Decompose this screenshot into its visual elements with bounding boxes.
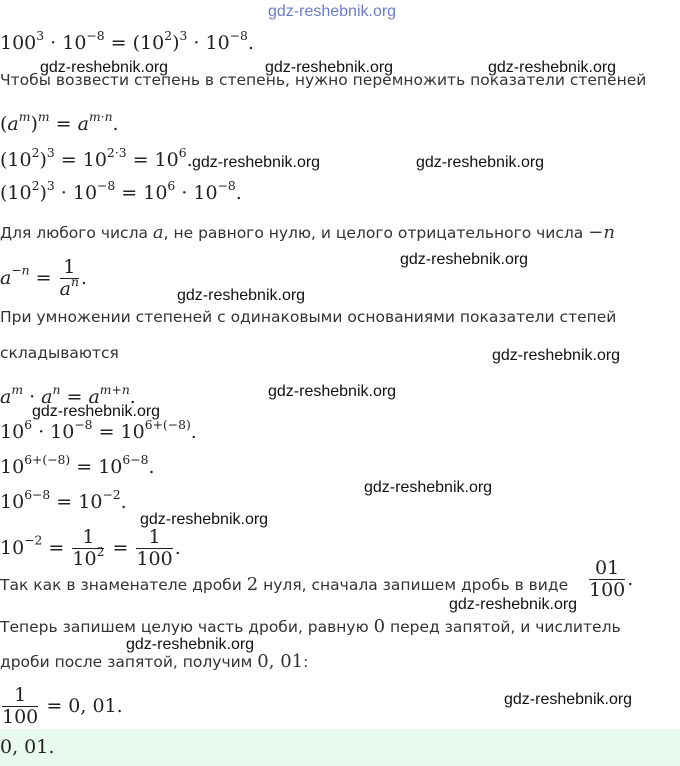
watermark: gdz-reshebnik.org (192, 154, 321, 171)
watermark: gdz-reshebnik.org (265, 59, 394, 76)
fraction-denominator: 100 (2, 705, 39, 728)
fraction-denominator: 100 (136, 547, 173, 570)
equation-add-exponents: $10^6 \cdot 10^{-8} = 10^{6+(-8)}$. (0, 417, 197, 443)
equation-substitution: $(10^2)^3 \cdot 10^{-8} = 10^6 \cdot 10^{-8}$. (0, 178, 242, 204)
watermark: gdz-reshebnik.org (126, 636, 255, 653)
fraction-numerator: 1 (63, 256, 76, 278)
rule-text-power-of-power: Чтобы возвести степень в степень, нужно перемножить показатели степеней (0, 71, 647, 89)
rule-text-negative-exponent: Для любого числа a, не равного нулю, и целого отрицательного числа −n (0, 222, 615, 243)
equation-to-fraction: $10^{-2}$ = $\frac{1}{10^2}$ = $\frac{1}{100}$ . (0, 526, 181, 570)
watermark: gdz-reshebnik.org (268, 3, 397, 20)
answer-box (0, 729, 680, 766)
watermark: gdz-reshebnik.org (492, 347, 621, 364)
equation-multiply-exponents: $(10^2)^3 = 10^{2\cdot 3} = 10^6$. (0, 145, 193, 171)
watermark: gdz-reshebnik.org (268, 383, 397, 400)
rule-text-multiply-powers-cont: складываются (0, 344, 119, 362)
watermark: gdz-reshebnik.org (504, 691, 633, 708)
rule-formula-multiply-powers: $a^m \cdot a^n = a^{m+n}$. (0, 382, 136, 408)
watermark: gdz-reshebnik.org (32, 403, 161, 420)
equation-power-of-power: $100^3 \cdot 10^{-8} = (10^2)^3 \cdot 10^{-8}$. (0, 28, 254, 54)
equation-simplify-exponent: $10^{6+(-8)} = 10^{6-8}$. (0, 452, 155, 478)
rule-formula-negative-exponent: $a^{-n}$ = $\frac{1}{a^n}$ . (0, 256, 87, 300)
text-write-decimal-cont: дроби после запятой, получим 0, 01: (0, 651, 309, 672)
text-zeros-in-denominator: Так как в знаменателе дроби 2 нуля, сначала запишем дробь в виде (0, 574, 569, 595)
watermark: gdz-reshebnik.org (488, 59, 617, 76)
fraction-01-over-100: $\frac{01}{100}$ . (589, 557, 634, 601)
watermark: gdz-reshebnik.org (416, 154, 545, 171)
fraction-numerator: 01 (595, 557, 620, 579)
watermark: gdz-reshebnik.org (140, 511, 269, 528)
fraction-numerator: 1 (14, 684, 27, 706)
watermark: gdz-reshebnik.org (177, 287, 306, 304)
equation-final-rhs: = 0, 01. (46, 694, 123, 717)
watermark: gdz-reshebnik.org (400, 251, 529, 268)
fraction-numerator: 1 (82, 526, 95, 548)
equation-final (0, 686, 123, 728)
text-write-decimal: Теперь запишем целую часть дроби, равную 0 перед запятой, и числитель (0, 616, 621, 637)
fraction-denominator: 100 (589, 578, 626, 601)
watermark: gdz-reshebnik.org (40, 59, 169, 76)
fraction-numerator: 1 (148, 526, 161, 548)
watermark: gdz-reshebnik.org (364, 479, 493, 496)
equation-exponent-result: $10^{6-8} = 10^{-2}$. (0, 487, 127, 513)
watermark: gdz-reshebnik.org (449, 596, 578, 613)
rule-formula-power-of-power: $(a^m)^m = a^{m\cdot n}$. (0, 109, 119, 135)
answer-value: 0, 01. (0, 736, 55, 758)
rule-text-multiply-powers: При умножении степеней с одинаковыми основаниями показатели степей (0, 308, 617, 326)
